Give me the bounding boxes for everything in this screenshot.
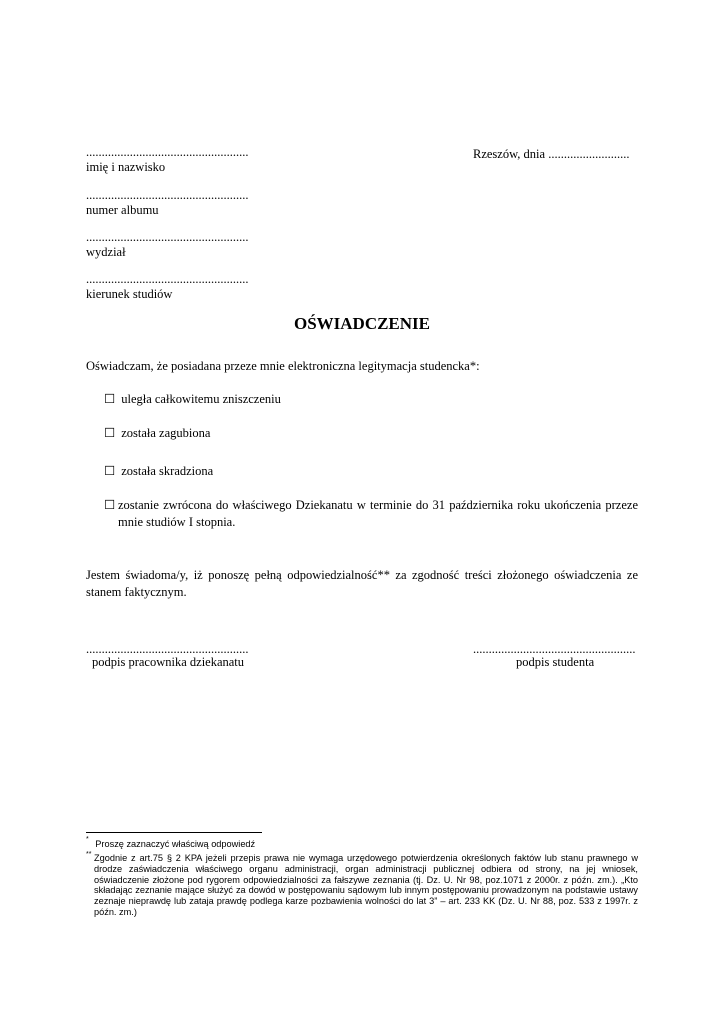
- checkbox-icon[interactable]: ☐: [104, 392, 116, 406]
- footnote-divider: [86, 832, 262, 833]
- signature-student-label: podpis studenta: [516, 655, 595, 669]
- option-stolen[interactable]: [104, 463, 213, 479]
- footnote-2-text: Zgodnie z art.75 § 2 KPA jeżeli przepis prawa nie wymaga urzędowego potwierdzenia określonych faktów lub stanu prawnego w drodze zaświadczenia właściwego organu administracji, organ administracji publicznej odbiera od strony, na jej wniosek, oświadczenie złożone pod rygorem odpowiedzialności za fałszywe zeznania (tj. Dz. U. Nr 98, poz.1071 z 2000r. z późn. zm.). „Kto składając zeznanie mające służyć za dowód w postępowaniu sądowym lub innym postępowaniu prowadzonym na podstawie ustawy zeznaje nieprawdę lub zataja prawdę podlega karze pozbawienia wolności do lat 3” – art. 233 KK (Dz. U. Nr 88, poz. 533 z 1997r. z późn. zm.): [94, 853, 638, 917]
- faculty-label: wydział: [86, 245, 126, 259]
- footnote-1: [86, 836, 256, 849]
- footnote-2: [86, 853, 638, 918]
- field-of-study-label: kierunek studiów: [86, 287, 173, 301]
- footnote-1-text: Proszę zaznaczyć właściwą odpowiedź: [95, 839, 256, 849]
- field-of-study-dots[interactable]: ....................................................: [86, 272, 249, 286]
- album-number-dots[interactable]: ....................................................: [86, 188, 249, 202]
- place-date[interactable]: Rzeszów, dnia ..........................: [473, 147, 630, 161]
- option-label: została skradziona: [121, 464, 214, 478]
- name-label: imię i nazwisko: [86, 160, 166, 174]
- option-label: została zagubiona: [121, 426, 211, 440]
- signature-staff-dots[interactable]: ....................................................: [86, 642, 249, 656]
- signature-staff-label: podpis pracownika dziekanatu: [92, 655, 245, 669]
- option-label: uległa całkowitemu zniszczeniu: [121, 392, 281, 406]
- footnote-1-mark: *: [86, 836, 89, 843]
- name-dots[interactable]: ....................................................: [86, 145, 249, 159]
- option-destroyed[interactable]: [104, 391, 281, 407]
- checkbox-icon[interactable]: ☐: [104, 464, 116, 478]
- checkbox-icon[interactable]: ☐: [104, 498, 116, 512]
- option-returned[interactable]: [104, 497, 638, 531]
- signature-student-dots[interactable]: ....................................................: [473, 642, 636, 656]
- responsibility-statement: Jestem świadoma/y, iż ponoszę pełną odpowiedzialność** za zgodność treści złożonego oświadczenia ze stanem faktycznym.: [86, 568, 638, 599]
- option-label: zostanie zwrócona do właściwego Dziekanatu w terminie do 31 października roku ukończenia przeze mnie studiów I stopnia.: [118, 498, 638, 529]
- album-number-label: numer albumu: [86, 203, 159, 217]
- footnote-2-mark: **: [86, 851, 92, 858]
- document-title: OŚWIADCZENIE: [293, 314, 431, 333]
- faculty-dots[interactable]: ....................................................: [86, 230, 249, 244]
- intro-text: Oświadczam, że posiadana przeze mnie elektroniczna legitymacja studencka*:: [86, 359, 480, 373]
- checkbox-icon[interactable]: ☐: [104, 426, 116, 440]
- option-lost[interactable]: [104, 425, 210, 441]
